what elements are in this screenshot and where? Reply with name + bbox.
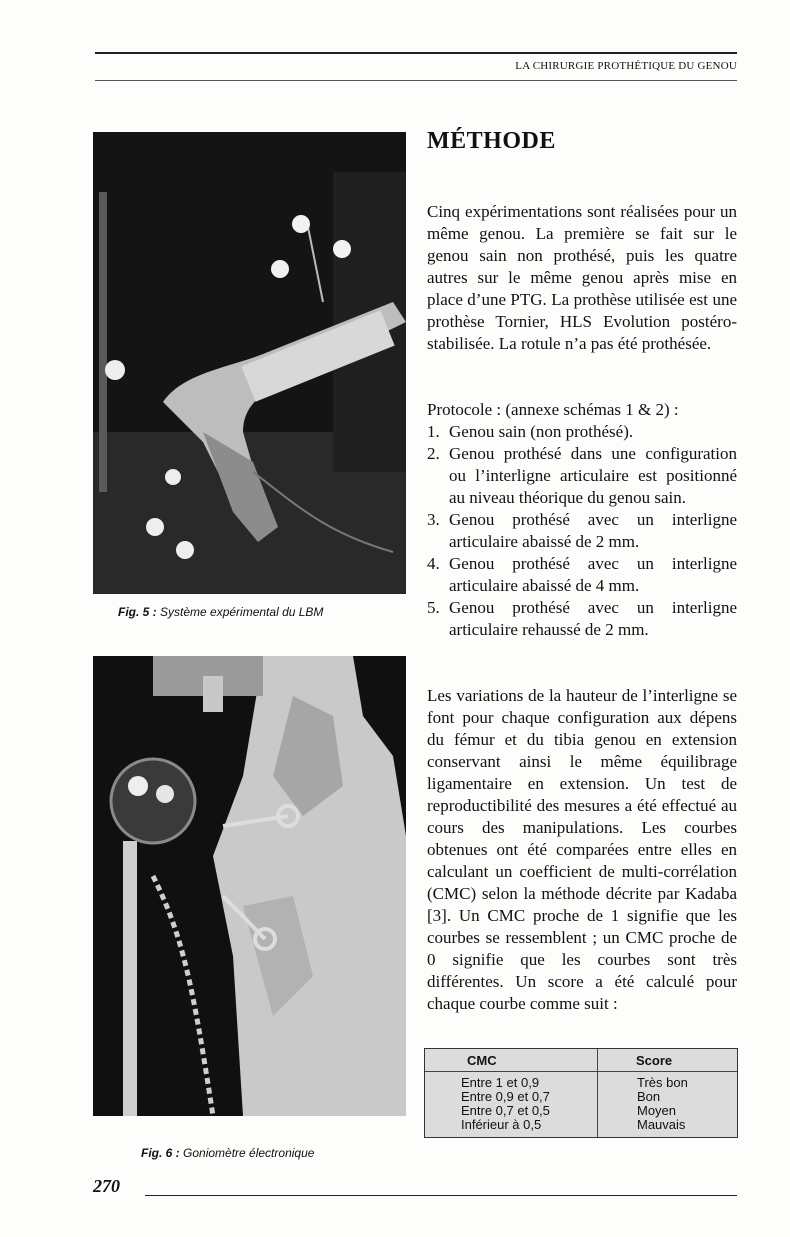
page-number: 270: [93, 1176, 120, 1196]
fig6-label: Fig. 6 :: [141, 1146, 180, 1160]
fig5-label: Fig. 5 :: [118, 605, 157, 619]
protocol-item-text: Genou prothésé avec un interligne articulaire rehaussé de 2 mm.: [449, 598, 737, 639]
protocol-item-text: Genou sain (non prothésé).: [449, 422, 634, 441]
protocol-item: [427, 421, 737, 443]
table-header-divider: [425, 1071, 737, 1072]
protocol-item-number: 5.: [427, 598, 440, 617]
protocol-item-number: 2.: [427, 444, 440, 463]
protocol-intro: Protocole : (annexe schémas 1 & 2) :: [427, 400, 679, 419]
table-header-cmc: CMC: [467, 1053, 497, 1068]
header-rule: [95, 80, 737, 81]
protocol-item: [427, 509, 737, 553]
protocol-item-text: Genou prothésé avec un interligne articulaire abaissé de 2 mm.: [449, 510, 737, 551]
top-rule: [95, 52, 737, 54]
table-column-cmc: [461, 1076, 550, 1132]
fig6-caption: [141, 1146, 314, 1160]
table-cell: Très bon: [637, 1075, 688, 1090]
table-column-divider: [597, 1049, 598, 1137]
section-title: MÉTHODE: [427, 128, 556, 154]
fig5-caption-text: Système expérimental du LBM: [160, 605, 324, 619]
table-cell: Moyen: [637, 1103, 677, 1118]
table-cell: Entre 1 et 0,9: [461, 1075, 540, 1090]
table-cell: Bon: [637, 1089, 661, 1104]
table-header-score: Score: [636, 1053, 673, 1068]
table-column-score: [637, 1076, 688, 1132]
protocol-item-text: Genou prothésé avec un interligne articulaire abaissé de 4 mm.: [449, 554, 737, 595]
fig5-caption: [118, 605, 323, 619]
protocol-item-number: 1.: [427, 422, 440, 441]
table-cell: Inférieur à 0,5: [461, 1117, 542, 1132]
protocol-item: [427, 553, 737, 597]
protocol-list: [427, 421, 737, 641]
running-head: LA CHIRURGIE PROTHÉTIQUE DU GENOU: [515, 60, 737, 72]
protocol-item-number: 3.: [427, 510, 440, 529]
protocol-item: [427, 443, 737, 509]
protocol-item-text: Genou prothésé dans une configuration ou l’interligne articulaire est positionné au niveau théorique du genou sain.: [449, 444, 737, 507]
score-table: [424, 1048, 738, 1138]
protocol-item-number: 4.: [427, 554, 440, 573]
table-cell: Entre 0,9 et 0,7: [461, 1089, 550, 1104]
fig6-caption-text: Goniomètre électronique: [183, 1146, 315, 1160]
fig6-photo: [93, 656, 406, 1116]
protocol-item: [427, 597, 737, 641]
paragraph-method: Les variations de la hauteur de l’interligne se font pour chaque configuration aux dépens du fémur et du tibia genou en extension conservant ainsi le même équilibrage ligamentaire en extension. Un test de reproductibilité des mesures a été effectué au cours des manipulations. Les courbes obtenues ont été comparées entre elles en calculant un coefficient de multi-corrélation (CMC) selon la méthode décrite par Kadaba [3]. Un CMC proche de 1 signifie que les courbes se ressemblent ; un CMC proche de 0 signifie que les courbes sont très différentes. Un score a été calculé pour chaque courbe comme suit :: [427, 686, 737, 1013]
table-cell: Entre 0,7 et 0,5: [461, 1103, 550, 1118]
bottom-rule: [145, 1195, 737, 1196]
table-cell: Mauvais: [637, 1117, 686, 1132]
paragraph-intro: Cinq expérimentations sont réalisées pour un même genou. La première se fait sur le genou sain non prothésé, puis les quatre autres sur le même genou après mise en place d’une PTG. La prothèse utilisée est une prothèse Tornier, HLS Evolution postéro-stabilisée. La rotule n’a pas été prothésée.: [427, 202, 737, 353]
fig5-photo: [93, 132, 406, 594]
